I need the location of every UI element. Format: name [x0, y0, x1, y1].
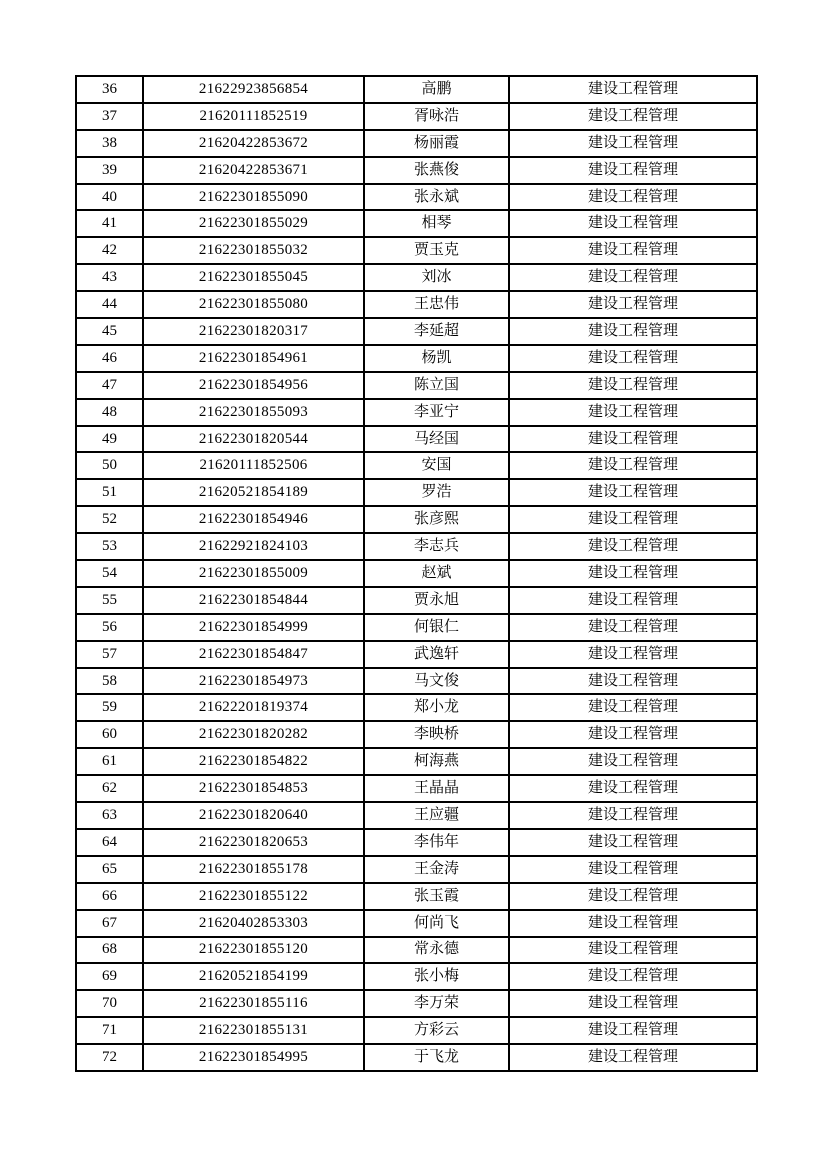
program-cell: 建设工程管理 [509, 641, 757, 668]
table-row [76, 399, 757, 426]
program-cell: 建设工程管理 [509, 560, 757, 587]
student-id-cell: 21620422853672 [143, 130, 364, 157]
table-row [76, 157, 757, 184]
student-id-cell: 21622301820653 [143, 829, 364, 856]
student-id-cell: 21622923856854 [143, 76, 364, 103]
student-name-cell: 李映桥 [364, 721, 509, 748]
student-name-cell: 李万荣 [364, 990, 509, 1017]
row-number-cell: 72 [76, 1044, 143, 1071]
table-row [76, 506, 757, 533]
row-number-cell: 66 [76, 883, 143, 910]
student-name-cell: 赵斌 [364, 560, 509, 587]
student-id-cell: 21620402853303 [143, 910, 364, 937]
row-number-cell: 37 [76, 103, 143, 130]
program-cell: 建设工程管理 [509, 372, 757, 399]
student-name-cell: 贾永旭 [364, 587, 509, 614]
student-name-cell: 张小梅 [364, 963, 509, 990]
table-row [76, 318, 757, 345]
student-name-cell: 陈立国 [364, 372, 509, 399]
table-row [76, 426, 757, 453]
student-id-cell: 21622301855032 [143, 237, 364, 264]
program-cell: 建设工程管理 [509, 1017, 757, 1044]
student-name-cell: 柯海燕 [364, 748, 509, 775]
table-row [76, 748, 757, 775]
table-row [76, 587, 757, 614]
program-cell: 建设工程管理 [509, 614, 757, 641]
student-name-cell: 何尚飞 [364, 910, 509, 937]
table-row [76, 291, 757, 318]
row-number-cell: 65 [76, 856, 143, 883]
student-id-cell: 21622301854956 [143, 372, 364, 399]
student-id-cell: 21620521854199 [143, 963, 364, 990]
table-row [76, 560, 757, 587]
row-number-cell: 67 [76, 910, 143, 937]
program-cell: 建设工程管理 [509, 399, 757, 426]
program-cell: 建设工程管理 [509, 721, 757, 748]
program-cell: 建设工程管理 [509, 426, 757, 453]
student-id-cell: 21622301820282 [143, 721, 364, 748]
student-name-cell: 王晶晶 [364, 775, 509, 802]
row-number-cell: 43 [76, 264, 143, 291]
table-row [76, 883, 757, 910]
student-id-cell: 21622301854822 [143, 748, 364, 775]
student-name-cell: 李伟年 [364, 829, 509, 856]
row-number-cell: 62 [76, 775, 143, 802]
row-number-cell: 47 [76, 372, 143, 399]
program-cell: 建设工程管理 [509, 802, 757, 829]
table-row [76, 910, 757, 937]
student-name-cell: 高鹏 [364, 76, 509, 103]
student-name-cell: 张永斌 [364, 184, 509, 211]
row-number-cell: 38 [76, 130, 143, 157]
program-cell: 建设工程管理 [509, 533, 757, 560]
table-row [76, 641, 757, 668]
student-id-cell: 21622301854844 [143, 587, 364, 614]
student-name-cell: 张玉霞 [364, 883, 509, 910]
row-number-cell: 41 [76, 210, 143, 237]
student-id-cell: 21622301820640 [143, 802, 364, 829]
student-id-cell: 21620111852519 [143, 103, 364, 130]
program-cell: 建设工程管理 [509, 963, 757, 990]
row-number-cell: 42 [76, 237, 143, 264]
student-name-cell: 王忠伟 [364, 291, 509, 318]
student-name-cell: 相琴 [364, 210, 509, 237]
program-cell: 建设工程管理 [509, 1044, 757, 1071]
program-cell: 建设工程管理 [509, 210, 757, 237]
student-id-cell: 21622301855045 [143, 264, 364, 291]
student-name-cell: 李延超 [364, 318, 509, 345]
program-cell: 建设工程管理 [509, 587, 757, 614]
program-cell: 建设工程管理 [509, 883, 757, 910]
student-id-cell: 21622301855090 [143, 184, 364, 211]
student-id-cell: 21622301855178 [143, 856, 364, 883]
program-cell: 建设工程管理 [509, 345, 757, 372]
student-id-cell: 21622301855093 [143, 399, 364, 426]
program-cell: 建设工程管理 [509, 748, 757, 775]
table-row [76, 237, 757, 264]
table-row [76, 264, 757, 291]
student-id-cell: 21622921824103 [143, 533, 364, 560]
table-row [76, 775, 757, 802]
student-id-cell: 21622301854995 [143, 1044, 364, 1071]
student-id-cell: 21620521854189 [143, 479, 364, 506]
student-name-cell: 贾玉克 [364, 237, 509, 264]
table-row [76, 668, 757, 695]
student-id-cell: 21620422853671 [143, 157, 364, 184]
row-number-cell: 39 [76, 157, 143, 184]
row-number-cell: 53 [76, 533, 143, 560]
table-row [76, 721, 757, 748]
row-number-cell: 50 [76, 452, 143, 479]
student-name-cell: 于飞龙 [364, 1044, 509, 1071]
student-id-cell: 21622301854847 [143, 641, 364, 668]
student-name-cell: 刘冰 [364, 264, 509, 291]
table-row [76, 103, 757, 130]
student-id-cell: 21622301854961 [143, 345, 364, 372]
row-number-cell: 51 [76, 479, 143, 506]
student-name-cell: 王应疆 [364, 802, 509, 829]
program-cell: 建设工程管理 [509, 76, 757, 103]
row-number-cell: 69 [76, 963, 143, 990]
student-name-cell: 李亚宁 [364, 399, 509, 426]
row-number-cell: 40 [76, 184, 143, 211]
row-number-cell: 71 [76, 1017, 143, 1044]
row-number-cell: 60 [76, 721, 143, 748]
program-cell: 建设工程管理 [509, 506, 757, 533]
program-cell: 建设工程管理 [509, 264, 757, 291]
table-row [76, 829, 757, 856]
student-id-cell: 21622301855029 [143, 210, 364, 237]
row-number-cell: 46 [76, 345, 143, 372]
student-id-cell: 21622301855120 [143, 937, 364, 964]
row-number-cell: 64 [76, 829, 143, 856]
row-number-cell: 45 [76, 318, 143, 345]
program-cell: 建设工程管理 [509, 237, 757, 264]
program-cell: 建设工程管理 [509, 990, 757, 1017]
row-number-cell: 57 [76, 641, 143, 668]
student-id-cell: 21622301855116 [143, 990, 364, 1017]
program-cell: 建设工程管理 [509, 130, 757, 157]
program-cell: 建设工程管理 [509, 184, 757, 211]
row-number-cell: 63 [76, 802, 143, 829]
row-number-cell: 58 [76, 668, 143, 695]
row-number-cell: 59 [76, 694, 143, 721]
program-cell: 建设工程管理 [509, 910, 757, 937]
student-name-cell: 罗浩 [364, 479, 509, 506]
student-name-cell: 何银仁 [364, 614, 509, 641]
student-name-cell: 王金涛 [364, 856, 509, 883]
table-row [76, 1044, 757, 1071]
program-cell: 建设工程管理 [509, 937, 757, 964]
student-id-cell: 21620111852506 [143, 452, 364, 479]
student-name-cell: 张彦熙 [364, 506, 509, 533]
student-name-cell: 方彩云 [364, 1017, 509, 1044]
row-number-cell: 54 [76, 560, 143, 587]
student-roster-table [75, 75, 758, 1072]
program-cell: 建设工程管理 [509, 775, 757, 802]
program-cell: 建设工程管理 [509, 452, 757, 479]
row-number-cell: 49 [76, 426, 143, 453]
table-row [76, 372, 757, 399]
student-id-cell: 21622301820317 [143, 318, 364, 345]
student-id-cell: 21622301854999 [143, 614, 364, 641]
student-name-cell: 马文俊 [364, 668, 509, 695]
student-id-cell: 21622301820544 [143, 426, 364, 453]
student-roster-body [76, 76, 757, 1071]
student-name-cell: 张燕俊 [364, 157, 509, 184]
table-row [76, 345, 757, 372]
table-row [76, 210, 757, 237]
table-row [76, 184, 757, 211]
student-id-cell: 21622301855131 [143, 1017, 364, 1044]
student-name-cell: 武逸轩 [364, 641, 509, 668]
student-id-cell: 21622301854946 [143, 506, 364, 533]
table-row [76, 990, 757, 1017]
student-id-cell: 21622301855080 [143, 291, 364, 318]
student-name-cell: 马经国 [364, 426, 509, 453]
program-cell: 建设工程管理 [509, 318, 757, 345]
student-name-cell: 安国 [364, 452, 509, 479]
row-number-cell: 56 [76, 614, 143, 641]
row-number-cell: 36 [76, 76, 143, 103]
table-row [76, 937, 757, 964]
table-row [76, 479, 757, 506]
student-id-cell: 21622201819374 [143, 694, 364, 721]
table-row [76, 963, 757, 990]
table-row [76, 76, 757, 103]
table-row [76, 130, 757, 157]
student-name-cell: 郑小龙 [364, 694, 509, 721]
row-number-cell: 70 [76, 990, 143, 1017]
program-cell: 建设工程管理 [509, 856, 757, 883]
program-cell: 建设工程管理 [509, 829, 757, 856]
program-cell: 建设工程管理 [509, 157, 757, 184]
student-id-cell: 21622301854853 [143, 775, 364, 802]
program-cell: 建设工程管理 [509, 694, 757, 721]
student-id-cell: 21622301854973 [143, 668, 364, 695]
row-number-cell: 52 [76, 506, 143, 533]
program-cell: 建设工程管理 [509, 668, 757, 695]
row-number-cell: 48 [76, 399, 143, 426]
student-id-cell: 21622301855009 [143, 560, 364, 587]
table-row [76, 802, 757, 829]
table-row [76, 1017, 757, 1044]
program-cell: 建设工程管理 [509, 103, 757, 130]
table-row [76, 694, 757, 721]
program-cell: 建设工程管理 [509, 291, 757, 318]
student-name-cell: 常永德 [364, 937, 509, 964]
table-row [76, 856, 757, 883]
table-row [76, 614, 757, 641]
row-number-cell: 44 [76, 291, 143, 318]
table-row [76, 533, 757, 560]
student-name-cell: 杨凯 [364, 345, 509, 372]
row-number-cell: 61 [76, 748, 143, 775]
student-id-cell: 21622301855122 [143, 883, 364, 910]
row-number-cell: 68 [76, 937, 143, 964]
student-name-cell: 李志兵 [364, 533, 509, 560]
row-number-cell: 55 [76, 587, 143, 614]
table-row [76, 452, 757, 479]
program-cell: 建设工程管理 [509, 479, 757, 506]
student-name-cell: 杨丽霞 [364, 130, 509, 157]
student-name-cell: 胥咏浩 [364, 103, 509, 130]
